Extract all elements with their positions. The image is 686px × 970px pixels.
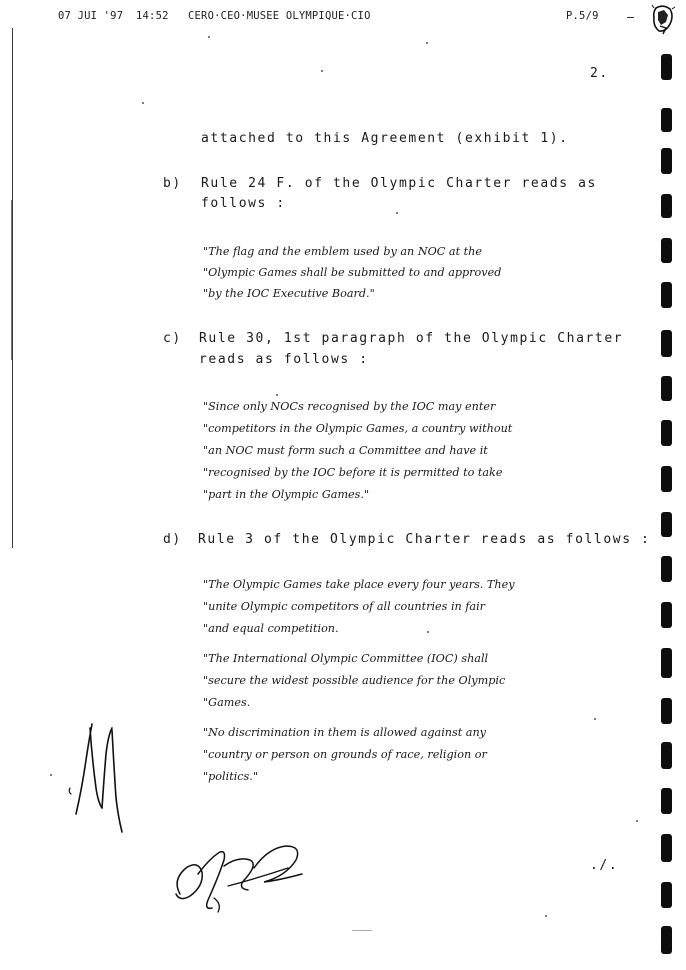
section-d-marker: d) (163, 532, 182, 547)
edge-mark (661, 330, 672, 357)
section-d-quote-line-3: "and equal competition. (203, 622, 339, 635)
fax-page-count: P.5/9 (566, 10, 599, 22)
edge-mark (661, 512, 672, 537)
edge-mark (661, 54, 672, 80)
section-b-line-1: Rule 24 F. of the Olympic Charter reads as (201, 176, 597, 191)
edge-mark (661, 376, 672, 401)
edge-mark (661, 602, 672, 628)
scan-speck (636, 820, 638, 822)
fax-date: 07 JUI '97 (58, 10, 124, 22)
edge-mark (661, 466, 672, 492)
left-edge-line-2 (11, 200, 12, 360)
intro-line: attached to this Agreement (exhibit 1). (201, 131, 569, 146)
section-d-quote-line-8: "country or person on grounds of race, religion or (203, 748, 487, 761)
section-d-quote-line-9: "politics." (203, 770, 258, 783)
scan-speck (208, 36, 210, 38)
page-number: 2. (590, 66, 609, 81)
edge-mark (661, 238, 672, 263)
edge-mark (661, 788, 672, 814)
edge-mark (661, 926, 672, 954)
edge-mark (661, 648, 672, 678)
scan-speck (276, 394, 278, 396)
fax-dash (627, 17, 634, 18)
section-c-quote-line-2: "competitors in the Olympic Games, a country without (203, 422, 513, 435)
edge-mark (661, 834, 672, 862)
left-edge-line (12, 28, 13, 548)
edge-mark (661, 698, 672, 724)
section-d-line-1: Rule 3 of the Olympic Charter reads as follows : (198, 532, 651, 547)
section-c-line-2: reads as follows : (199, 352, 369, 367)
section-b-marker: b) (163, 176, 182, 191)
section-d-quote-line-4: "The International Olympic Committee (IOC) shall (203, 652, 489, 665)
section-d-quote-line-7: "No discrimination in them is allowed against any (203, 726, 486, 739)
scan-speck (321, 70, 323, 72)
edge-mark (661, 556, 672, 582)
edge-mark (661, 194, 672, 218)
scan-speck (545, 915, 547, 917)
scan-speck (50, 774, 52, 776)
edge-mark (661, 882, 672, 908)
scan-speck (142, 102, 144, 104)
handwritten-signature (168, 838, 318, 918)
scan-speck (352, 930, 372, 931)
edge-mark (661, 282, 672, 308)
section-c-quote-line-1: "Since only NOCs recognised by the IOC may enter (203, 400, 496, 413)
scan-speck (396, 212, 398, 214)
fax-time: 14:52 (136, 10, 169, 22)
fax-sender: CERO·CEO·MUSEE OLYMPIQUE·CIO (188, 10, 371, 22)
edge-mark (661, 148, 672, 174)
emblem-logo-icon (650, 4, 676, 36)
section-b-quote-line-1: "The flag and the emblem used by an NOC at the (203, 245, 482, 258)
section-b-quote-line-2: "Olympic Games shall be submitted to and approved (203, 266, 502, 279)
scan-speck (427, 631, 429, 633)
section-c-marker: c) (163, 331, 182, 346)
edge-mark (661, 420, 672, 446)
section-d-quote-line-5: "secure the widest possible audience for the Olympic (203, 674, 506, 687)
scan-speck (594, 718, 596, 720)
section-d-quote-line-6: "Games. (203, 696, 251, 709)
section-c-line-1: Rule 30, 1st paragraph of the Olympic Charter (199, 331, 624, 346)
section-c-quote-line-3: "an NOC must form such a Committee and have it (203, 444, 488, 457)
section-b-quote-line-3: "by the IOC Executive Board." (203, 287, 375, 300)
section-d-quote-line-1: "The Olympic Games take place every four years. They (203, 578, 515, 591)
edge-mark (661, 742, 672, 769)
edge-mark (661, 108, 672, 132)
section-c-quote-line-4: "recognised by the IOC before it is permitted to take (203, 466, 503, 479)
continuation-mark: ./. (590, 858, 619, 873)
initials-signature (62, 718, 132, 838)
scan-speck (426, 42, 428, 44)
section-b-line-2: follows : (201, 196, 286, 211)
section-c-quote-line-5: "part in the Olympic Games." (203, 488, 370, 501)
section-d-quote-line-2: "unite Olympic competitors of all countries in fair (203, 600, 486, 613)
